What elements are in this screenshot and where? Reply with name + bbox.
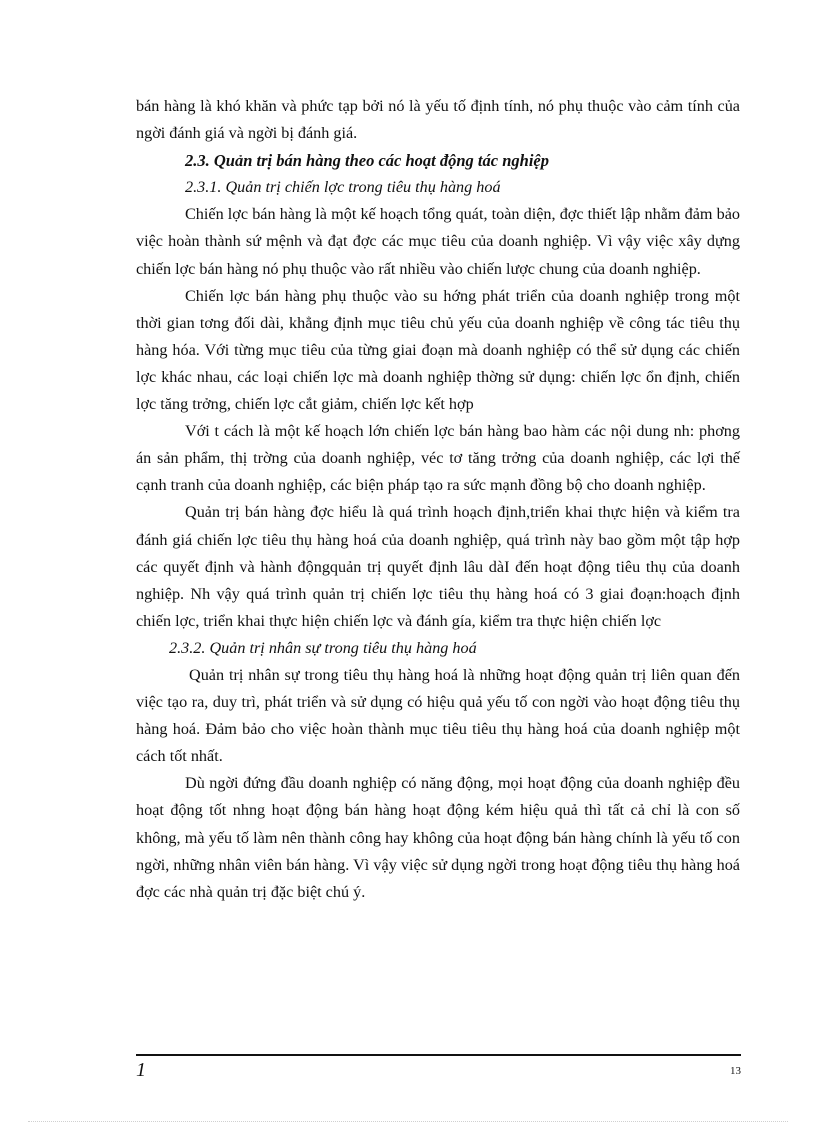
paragraph-strategy-content: Với t cách là một kế hoạch lớn chiến lợc bán hàng bao hàm các nội dung nh: phơng án sản phẩm, thị trờng của doanh nghiệp, véc tơ tăng trởng của doanh nghiệp, các lợi thế cạnh tranh của doanh nghiệp, các biện pháp tạo ra sức mạnh đồng bộ cho doanh nghiệp.: [136, 422, 740, 495]
paragraph-hr-importance: Dù ngời đứng đầu doanh nghiệp có năng động, mọi hoạt động của doanh nghiệp đều hoạt động tốt nhng hoạt động bán hàng hoạt động kém hiệu quả thì tất cả chỉ là con số không, mà yếu tố làm nên thành công hay không của hoạt động bán hàng chính là yếu tố con ngời, những nhân viên bán hàng. Vì vậy việc sử dụng ngời trong hoạt động tiêu thụ hàng hoá đợc các nhà quản trị đặc biệt chú ý.: [136, 774, 740, 901]
page-body: [136, 93, 740, 906]
paragraph-hr-definition: Quản trị nhân sự trong tiêu thụ hàng hoá là những hoạt động quản trị liên quan đến việc tạo ra, duy trì, phát triển và sử dụng có hiệu quả yếu tố con ngời vào hoạt động tiêu thụ hàng hoá. Đảm bảo cho việc hoàn thành mục tiêu tiêu thụ hàng hoá của doanh nghiệp một cách tốt nhất.: [136, 665, 740, 766]
footer-left-mark: 1: [136, 1059, 146, 1081]
paragraph-strategy-dependence: Chiến lợc bán hàng phụ thuộc vào su hớng phát triển của doanh nghiệp trong một thời gian tơng đối dài, khẳng định mục tiêu chủ yếu của doanh nghiệp về công tác tiêu thụ hàng hóa. Với từng mục tiêu của từng giai đoạn mà doanh nghiệp có thể sử dụng các chiến lợc khác nhau, các loại chiến lợc mà doanh nghiệp thờng sử dụng: chiến lợc ổn định, chiến lợc tăng trởng, chiến lợc cắt giảm, chiến lợc kết hợp: [136, 286, 740, 414]
subsection-heading-2-3-2: 2.3.2. Quản trị nhân sự trong tiêu thụ hàng hoá: [169, 638, 477, 657]
paragraph-strategy-definition: Chiến lợc bán hàng là một kế hoạch tổng quát, toàn diện, đợc thiết lập nhằm đảm bảo việc hoàn thành sứ mệnh và đạt đợc các mục tiêu của doanh nghiệp. Vì vậy việc xây dựng chiến lợc bán hàng nó phụ thuộc vào rất nhiều vào chiến lược chung của doanh nghiệp.: [136, 205, 740, 278]
subsection-heading-2-3-1: 2.3.1. Quản trị chiến lợc trong tiêu thụ hàng hoá: [185, 178, 501, 197]
page-bottom-border: [28, 1121, 788, 1122]
page-number: 13: [730, 1065, 741, 1077]
section-heading-2-3: 2.3. Quản trị bán hàng theo các hoạt động tác nghiệp: [185, 151, 549, 171]
footer-divider: [136, 1054, 741, 1056]
paragraph-continuation: bán hàng là khó khăn và phức tạp bởi nó là yếu tố định tính, nó phụ thuộc vào cảm tính của ngời đánh giá và ngời bị đánh giá.: [136, 97, 740, 143]
paragraph-strategy-management: Quản trị bán hàng đợc hiểu là quá trình hoạch định,triển khai thực hiện và kiểm tra đánh giá chiến lợc tiêu thụ hàng hoá của doanh nghiệp, quá trình này bao gồm một tập hợp các quyết định và hành độngquản trị quyết định lâu dàI đến hoạt động tiêu thụ của doanh nghiệp. Nh vậy quá trình quản trị chiến lợc tiêu thụ hàng hoá có 3 giai đoạn:hoạch định chiến lợc, triển khai thực hiện chiến lợc và đánh gía, kiểm tra thực hiện chiến lợc: [136, 503, 740, 630]
